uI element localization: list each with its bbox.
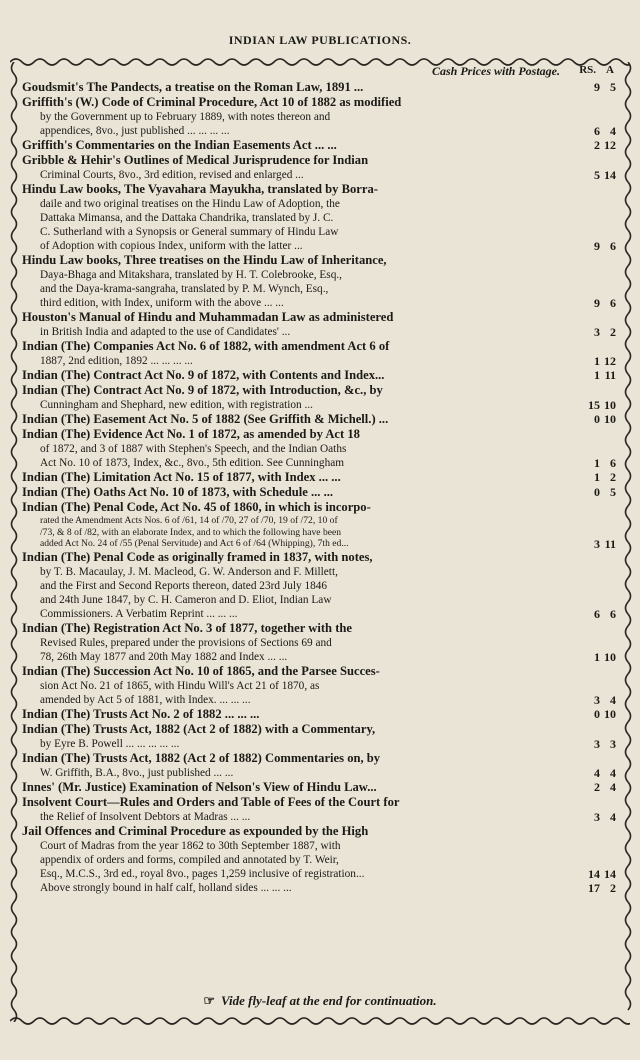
entry-description-line — [22, 881, 574, 895]
price-rupees: 2 — [594, 779, 600, 794]
footer-note — [0, 993, 640, 1009]
catalogue-entry — [22, 621, 618, 664]
entry-line-text: Indian (The) Trusts Act No. 2 of 1882 ... ... ... — [22, 706, 260, 721]
price-annas: 6 — [610, 239, 616, 253]
entry-price — [578, 810, 618, 824]
entry-title-line — [22, 412, 574, 427]
entry-title-line — [22, 795, 574, 810]
price-rupees: 17 — [588, 880, 600, 895]
entry-price — [578, 881, 618, 895]
entry-title-line — [22, 153, 574, 168]
entry-description-line — [22, 538, 574, 550]
catalogue-entry — [22, 182, 618, 253]
price-rupees: 0 — [594, 706, 600, 721]
entry-description-line — [22, 679, 574, 693]
caption-text: Cash Prices with Postage. — [431, 64, 560, 78]
entry-title-line — [22, 368, 574, 383]
entry-title-line — [22, 470, 574, 485]
price-annas: 10 — [604, 706, 616, 721]
entry-line-text: Indian (The) Companies Act No. 6 of 1882, with amendment Act 6 of — [22, 339, 390, 353]
entry-title-line — [22, 182, 574, 197]
price-annas: 4 — [610, 809, 616, 824]
entry-line-text: Indian (The) Limitation Act No. 15 of 1877, with Index ... ... — [22, 470, 341, 484]
catalogue-entry — [22, 722, 618, 751]
entry-line-text: /73, & 8 of /82, with an elaborate Index, and to which the following have been — [40, 526, 342, 538]
entry-line-text: Goudsmit's The Pandects, a treatise on the Roman Law, 1891 ... — [22, 80, 364, 94]
decorative-border-right — [622, 62, 634, 1022]
entry-line-text: Hindu Law books, The Vyavahara Mayukha, translated by Borra- — [22, 182, 378, 196]
entry-description-line — [22, 650, 574, 664]
entry-description-line — [22, 124, 574, 138]
entry-price — [578, 867, 618, 881]
entry-description-line — [22, 442, 574, 456]
entry-description-line — [22, 325, 574, 339]
entry-description-line — [22, 168, 574, 182]
entry-description-line — [22, 527, 574, 539]
price-annas: 2 — [610, 325, 616, 339]
price-rupees: 1 — [594, 470, 600, 484]
price-annas: 14 — [604, 168, 616, 182]
entry-description-line — [22, 515, 574, 527]
entry-line-text: rated the Amendment Acts Nos. 6 of /61, 14 of /70, 27 of /70, 19 of /72, 10 of — [40, 515, 338, 526]
entry-price — [578, 470, 618, 485]
column-caption — [22, 62, 618, 80]
entry-description-line — [22, 593, 574, 607]
entry-title-line — [22, 722, 574, 737]
entry-price — [578, 707, 618, 722]
price-rupees: 9 — [594, 239, 600, 253]
entry-line-text: Criminal Courts, 8vo., 3rd edition, revised and enlarged ... — [40, 169, 304, 181]
entry-title-line — [22, 95, 574, 110]
price-rupees: 6 — [594, 124, 600, 138]
price-rupees: 3 — [594, 736, 600, 751]
catalogue-entry — [22, 310, 618, 339]
price-rupees: 14 — [588, 866, 600, 881]
entry-line-text: and 24th June 1847, by C. H. Cameron and D. Eliot, Indian Law — [40, 593, 332, 606]
entry-description-line — [22, 737, 574, 751]
entry-line-text: Above strongly bound in half calf, holland sides ... ... ... — [40, 881, 292, 894]
price-rupees: 15 — [588, 398, 600, 412]
entry-line-text: by the Government up to February 1889, with notes thereon and — [40, 111, 331, 123]
entry-line-text: Indian (The) Easement Act No. 5 of 1882 (See Griffith & Michell.) ... — [22, 412, 389, 426]
entry-line-text: Court of Madras from the year 1862 to 30th September 1887, with — [40, 839, 341, 852]
entry-description-line — [22, 110, 574, 124]
entry-line-text: Innes' (Mr. Justice) Examination of Nelson's View of Hindu Law... — [22, 779, 377, 794]
catalogue-entry — [22, 707, 618, 722]
catalogue-entry — [22, 470, 618, 485]
column-rupees-header: RS. — [579, 64, 596, 76]
entry-line-text: daile and two original treatises on the Hindu Law of Adoption, the — [40, 198, 340, 210]
entry-title-line — [22, 550, 574, 565]
price-rupees: 9 — [594, 80, 600, 94]
entry-line-text: amended by Act 5 of 1881, with Index. ... ... ... — [40, 693, 251, 706]
entry-description-line — [22, 282, 574, 296]
price-annas: 4 — [610, 692, 616, 707]
price-rupees: 4 — [594, 765, 600, 780]
entry-title-line — [22, 253, 574, 268]
entry-price — [578, 412, 618, 427]
price-annas: 4 — [610, 124, 616, 138]
entry-description-line — [22, 867, 574, 881]
entry-line-text: Hindu Law books, Three treatises on the Hindu Law of Inheritance, — [22, 253, 387, 267]
entry-description-line — [22, 693, 574, 707]
entry-line-text: Indian (The) Penal Code, Act No. 45 of 1860, in which is incorpo- — [22, 500, 371, 514]
entry-line-text: C. Sutherland with a Synopsis or General summary of Hindu Law — [40, 226, 339, 238]
catalogue-entry — [22, 500, 618, 550]
entry-title-line — [22, 621, 574, 636]
catalogue-entry — [22, 153, 618, 182]
catalogue-entry — [22, 138, 618, 153]
entry-line-text: Houston's Manual of Hindu and Muhammadan Law as administered — [22, 310, 394, 324]
entry-description-line — [22, 579, 574, 593]
catalogue-entry — [22, 412, 618, 427]
entry-line-text: Dattaka Mimansa, and the Dattaka Chandrika, translated by J. C. — [40, 212, 334, 224]
entry-price — [578, 538, 618, 550]
price-annas: 5 — [610, 485, 616, 499]
entry-price — [578, 354, 618, 368]
running-head: INDIAN LAW PUBLICATIONS. — [228, 33, 412, 47]
catalogue-content — [22, 62, 618, 895]
catalogue-entry — [22, 253, 618, 310]
price-annas: 4 — [610, 765, 616, 780]
pointing-hand-icon: ☞ — [203, 993, 216, 1008]
entry-line-text: 78, 26th May 1877 and 20th May 1882 and Index ... ... — [40, 650, 288, 663]
price-annas: 6 — [610, 296, 616, 310]
entry-description-line — [22, 197, 574, 211]
entry-line-text: Act No. 10 of 1873, Index, &c., 8vo., 5th edition. See Cunningham — [40, 457, 345, 469]
entry-line-text: Insolvent Court—Rules and Orders and Table of Fees of the Court for — [22, 794, 400, 809]
price-annas: 2 — [610, 470, 616, 484]
price-annas: 10 — [604, 649, 616, 664]
entry-line-text: Indian (The) Trusts Act, 1882 (Act 2 of 1882) Commentaries on, by — [22, 750, 381, 765]
price-annas: 6 — [610, 606, 616, 621]
entry-line-text: 1887, 2nd edition, 1892 ... ... ... ... — [40, 355, 193, 367]
entry-price — [578, 780, 618, 795]
entry-price — [578, 296, 618, 310]
entry-title-line — [22, 80, 574, 95]
price-rupees: 6 — [594, 606, 600, 621]
entry-description-line — [22, 766, 574, 780]
price-annas: 11 — [604, 368, 616, 382]
entry-description-line — [22, 225, 574, 239]
entry-price — [578, 239, 618, 253]
entry-line-text: Indian (The) Contract Act No. 9 of 1872, with Introduction, &c., by — [22, 383, 383, 397]
catalogue-entry — [22, 80, 618, 138]
entry-line-text: Gribble & Hehir's Outlines of Medical Jurisprudence for Indian — [22, 153, 369, 167]
catalogue-entry — [22, 664, 618, 707]
entry-price — [578, 325, 618, 339]
entry-price — [578, 456, 618, 470]
entry-description-line — [22, 565, 574, 579]
entry-line-text: Esq., M.C.S., 3rd ed., royal 8vo., pages 1,259 inclusive of registration... — [40, 867, 365, 880]
entry-title-line — [22, 500, 574, 515]
entry-list — [22, 80, 618, 895]
entry-line-text: added Act No. 24 of /55 (Penal Servitude) and Act 6 of /64 (Whipping), 7th ed... — [40, 538, 349, 549]
entry-price — [578, 766, 618, 780]
price-rupees: 3 — [594, 809, 600, 824]
entry-line-text: Griffith's (W.) Code of Criminal Procedure, Act 10 of 1882 as modified — [22, 95, 402, 109]
entry-line-text: by T. B. Macaulay, J. M. Macleod, G. W. Anderson and F. Millett, — [40, 565, 338, 578]
catalogue-entry — [22, 368, 618, 383]
entry-price — [578, 398, 618, 412]
entry-line-text: by Eyre B. Powell ... ... ... ... ... — [40, 737, 180, 750]
entry-price — [578, 650, 618, 664]
entry-title-line — [22, 383, 574, 398]
entry-line-text: appendix of orders and forms, compiled and annotated by T. Weir, — [40, 853, 339, 866]
entry-title-line — [22, 138, 574, 153]
entry-line-text: Commissioners. A Verbatim Reprint ... ... ... — [40, 607, 238, 620]
price-rupees: 1 — [594, 354, 600, 368]
entry-line-text: Revised Rules, prepared under the provisions of Sections 69 and — [40, 636, 332, 649]
entry-title-line — [22, 751, 574, 766]
catalogue-entry — [22, 383, 618, 412]
entry-line-text: the Relief of Insolvent Debtors at Madras ... ... — [40, 810, 251, 823]
entry-description-line — [22, 456, 574, 470]
entry-description-line — [22, 211, 574, 225]
entry-price — [578, 737, 618, 751]
entry-line-text: appendices, 8vo., just published ... ... ... ... — [40, 125, 230, 137]
entry-price — [578, 607, 618, 621]
entry-price — [578, 693, 618, 707]
entry-line-text: Cunningham and Shephard, new edition, with registration ... — [40, 399, 313, 411]
price-rupees: 9 — [594, 296, 600, 310]
catalogue-entry — [22, 824, 618, 895]
entry-line-text: Indian (The) Registration Act No. 3 of 1877, together with the — [22, 620, 352, 635]
entry-description-line — [22, 853, 574, 867]
price-annas: 10 — [604, 412, 616, 426]
price-rupees: 1 — [594, 368, 600, 382]
entry-title-line — [22, 339, 574, 354]
price-annas: 4 — [610, 779, 616, 794]
price-annas: 11 — [604, 537, 616, 551]
entry-title-line — [22, 664, 574, 679]
price-rupees: 1 — [594, 456, 600, 470]
entry-description-line — [22, 636, 574, 650]
entry-price — [578, 138, 618, 153]
price-rupees: 0 — [594, 412, 600, 426]
entry-line-text: sion Act No. 21 of 1865, with Hindu Will's Act 21 of 1870, as — [40, 679, 320, 692]
price-annas: 5 — [610, 80, 616, 94]
entry-description-line — [22, 607, 574, 621]
entry-description-line — [22, 839, 574, 853]
price-annas: 2 — [610, 880, 616, 895]
entry-description-line — [22, 268, 574, 282]
entry-line-text: Jail Offences and Criminal Procedure as expounded by the High — [22, 823, 369, 838]
decorative-border-left — [8, 62, 20, 1022]
price-annas: 6 — [610, 456, 616, 470]
catalogue-entry — [22, 427, 618, 470]
entry-line-text: Daya-Bhaga and Mitakshara, translated by H. T. Colebrooke, Esq., — [40, 269, 343, 281]
price-annas: 12 — [604, 138, 616, 152]
price-rupees: 3 — [594, 325, 600, 339]
entry-line-text: W. Griffith, B.A., 8vo., just published ... ... — [40, 766, 234, 779]
price-rupees: 2 — [594, 138, 600, 152]
entry-description-line — [22, 354, 574, 368]
price-annas: 12 — [604, 354, 616, 368]
price-annas: 10 — [604, 398, 616, 412]
catalogue-entry — [22, 339, 618, 368]
entry-line-text: and the Daya-krama-sangraha, translated by P. M. Wynch, Esq., — [40, 283, 329, 295]
entry-description-line — [22, 239, 574, 253]
catalogue-entry — [22, 751, 618, 780]
entry-title-line — [22, 780, 574, 795]
price-rupees: 5 — [594, 168, 600, 182]
column-annas-header: A — [606, 64, 614, 76]
entry-line-text: Indian (The) Succession Act No. 10 of 1865, and the Parsee Succes- — [22, 663, 380, 678]
entry-price — [578, 368, 618, 383]
decorative-border-bottom — [10, 1014, 630, 1028]
entry-line-text: Indian (The) Trusts Act, 1882 (Act 2 of 1882) with a Commentary, — [22, 721, 376, 736]
price-rupees: 1 — [594, 649, 600, 664]
entry-line-text: of 1872, and 3 of 1887 with Stephen's Speech, and the Indian Oaths — [40, 443, 347, 455]
entry-line-text: Indian (The) Penal Code as originally framed in 1837, with notes, — [22, 549, 373, 564]
entry-price — [578, 485, 618, 500]
entry-description-line — [22, 296, 574, 310]
price-rupees: 3 — [594, 692, 600, 707]
entry-line-text: of Adoption with copious Index, uniform with the latter ... — [40, 240, 303, 252]
entry-title-line — [22, 485, 574, 500]
entry-description-line — [22, 398, 574, 412]
entry-line-text: in British India and adapted to the use of Candidates' ... — [40, 326, 291, 338]
entry-title-line — [22, 310, 574, 325]
catalogue-entry — [22, 780, 618, 795]
entry-line-text: Indian (The) Contract Act No. 9 of 1872, with Contents and Index... — [22, 368, 385, 382]
price-rupees: 0 — [594, 485, 600, 499]
entry-price — [578, 80, 618, 95]
catalogue-entry — [22, 550, 618, 621]
entry-line-text: and the First and Second Reports thereon, dated 23rd July 1846 — [40, 579, 328, 592]
entry-line-text: Indian (The) Oaths Act No. 10 of 1873, with Schedule ... ... — [22, 485, 334, 499]
footer-note-text: Vide fly-leaf at the end for continuation. — [221, 993, 437, 1008]
entry-line-text: Griffith's Commentaries on the Indian Easements Act ... ... — [22, 138, 337, 152]
catalogue-entry — [22, 795, 618, 824]
entry-title-line — [22, 824, 574, 839]
entry-title-line — [22, 707, 574, 722]
entry-line-text: third edition, with Index, uniform with the above ... ... — [40, 297, 284, 309]
entry-price — [578, 168, 618, 182]
catalogue-entry — [22, 485, 618, 500]
entry-description-line — [22, 810, 574, 824]
price-rupees: 3 — [594, 537, 600, 551]
price-annas: 14 — [604, 866, 616, 881]
entry-price — [578, 124, 618, 138]
price-annas: 3 — [610, 736, 616, 751]
entry-title-line — [22, 427, 574, 442]
entry-line-text: Indian (The) Evidence Act No. 1 of 1872, as amended by Act 18 — [22, 427, 360, 441]
